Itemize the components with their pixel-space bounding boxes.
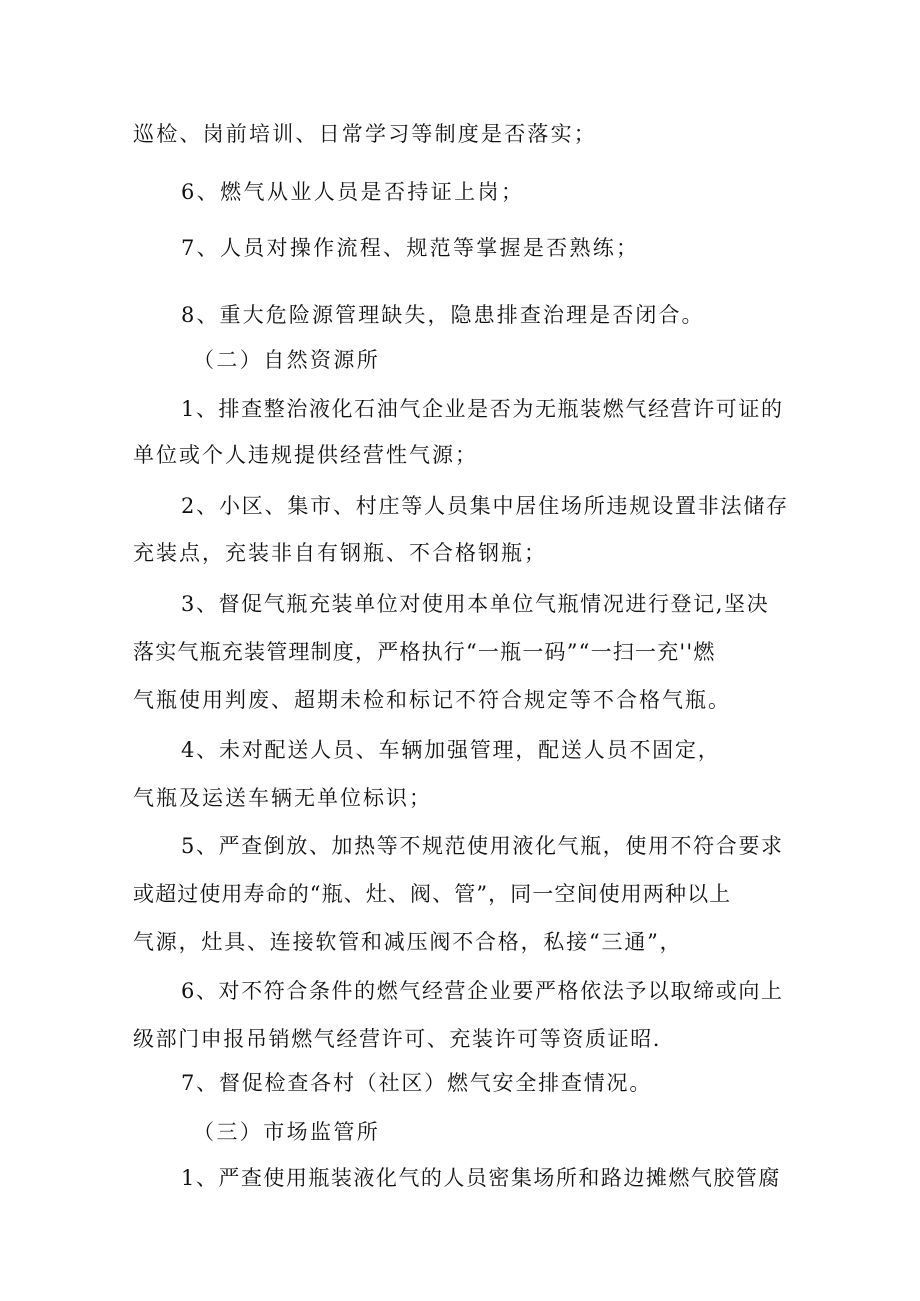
text-line: 级部门申报吊销燃气经营许可、充装许可等资质证昭.	[133, 1027, 662, 1051]
section-heading: （二）自然资源所	[193, 348, 381, 372]
text-line: 1、严查使用瓶装液化气的人员密集场所和路边摊燃气胶管腐	[181, 1166, 781, 1190]
text-line: 7、督促检查各村（社区）燃气安全排查情况。	[181, 1071, 653, 1095]
text-line: 5、严查倒放、加热等不规范使用液化气瓶，使用不符合要求	[181, 834, 784, 858]
text-line: 1、排查整治液化石油气企业是否为无瓶装燃气经营许可证的	[181, 397, 784, 421]
text-line: 落实气瓶充装管理制度，严格执行“一瓶一码”“一扫一充''燃	[133, 640, 716, 664]
text-line: 6、对不符合条件的燃气经营企业要严格依法予以取缔或向上	[181, 979, 784, 1003]
text-line: 6、燃气从业人员是否持证上岗；	[181, 180, 525, 204]
text-line: 8、重大危险源管理缺失，隐患排查治理是否闭合。	[181, 303, 705, 327]
text-line: 7、人员对操作流程、规范等掌握是否熟练；	[181, 236, 640, 260]
text-line: 气瓶使用判废、超期未检和标记不符合规定等不合格气瓶。	[133, 688, 731, 712]
text-line: 4、未对配送人员、车辆加强管理，配送人员不固定，	[181, 738, 721, 762]
text-line: 气瓶及运送车辆无单位标识；	[133, 786, 432, 810]
section-heading: （三）市场监管所	[193, 1120, 381, 1144]
text-line: 巡检、岗前培训、日常学习等制度是否落实；	[133, 122, 597, 146]
text-line: 充装点，充装非自有钢瓶、不合格钢瓶；	[133, 541, 547, 565]
text-line: 单位或个人违规提供经营性气源；	[133, 443, 478, 467]
text-line: 2、小区、集市、村庄等人员集中居住场所违规设置非法储存	[181, 494, 789, 518]
text-line: 或超过使用寿命的“瓶、灶、阀、管”，同一空间使用两种以上	[133, 882, 732, 906]
text-line: 气源，灶具、连接软管和减压阀不合格，私接“三通”，	[133, 930, 683, 954]
text-line: 3、督促气瓶充装单位对使用本单位气瓶情况进行登记,坚决	[181, 592, 770, 616]
